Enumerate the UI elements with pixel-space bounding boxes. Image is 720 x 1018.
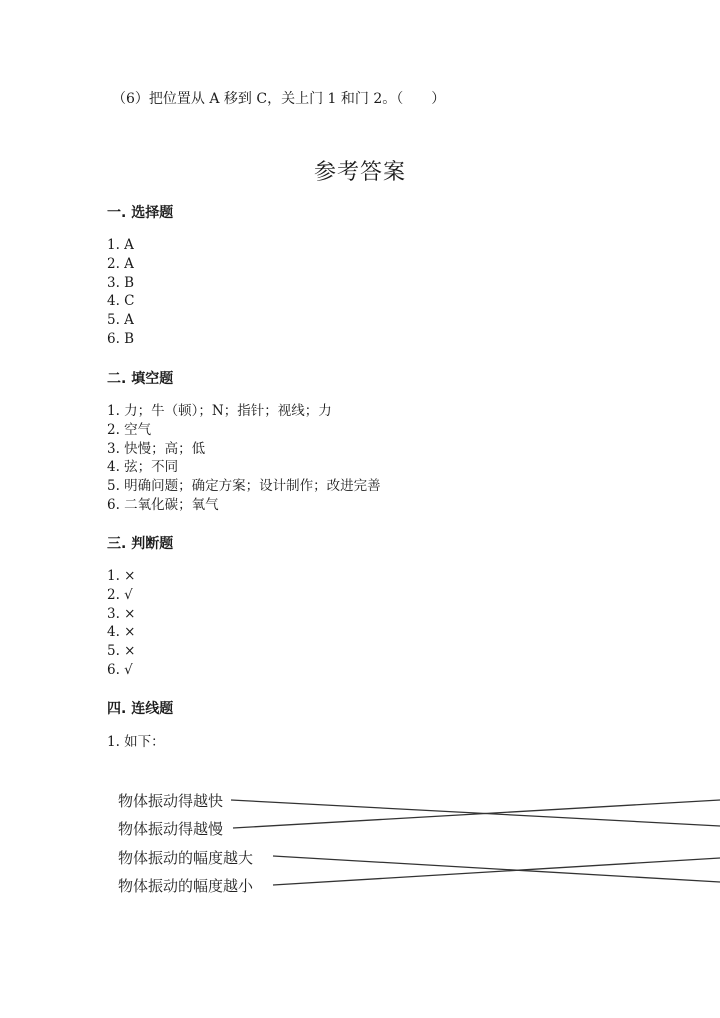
section-heading-matching: 四. 连线题 [107,701,174,717]
answer-item: 2. A [107,255,134,272]
answer-item: 3. B [107,274,135,291]
matching-diagram [0,770,720,910]
page-title: 参考答案 [313,160,406,185]
answer-item: 2. √ [107,586,133,603]
answer-item: 1. × [107,568,136,584]
answer-item: 4. × [107,624,136,641]
answer-list-fill [107,402,381,515]
answer-item: 5. 明确问题；确定方案；设计制作；改进完善 [107,478,381,495]
answer-item: 4. 弦；不同 [107,459,179,476]
answer-list-judge [107,567,135,680]
answer-item: 1. 力；牛（顿）；N；指针；视线；力 [107,403,332,419]
answer-item: 6. B [107,330,135,347]
section-heading-fill: 二. 填空题 [107,371,174,387]
section-heading-judge: 三. 判断题 [107,536,174,552]
answer-item: 2. 空气 [107,421,152,438]
match-label-slower: 物体振动得越慢 [118,820,224,838]
connection-lines [0,770,720,910]
answer-item: 6. √ [107,661,133,678]
section-heading-choice: 一. 选择题 [107,205,174,221]
answer-item: 1. 如下： [107,734,165,750]
answer-item: 5. × [107,643,136,660]
question-6: （6）把位置从 A 移到 C，关上门 1 和门 2。（ ） [112,91,446,107]
answer-list-choice [107,236,135,349]
answer-item: 5. A [107,312,134,329]
match-label-smaller-amplitude: 物体振动的幅度越小 [118,877,254,895]
answer-item: 3. × [107,605,136,622]
connection-line [273,856,720,882]
answer-list-matching [107,733,165,752]
answer-item: 1. A [107,237,134,253]
connection-line [273,858,720,885]
answer-item: 4. C [107,293,135,310]
match-label-faster: 物体振动得越快 [118,792,224,810]
answer-item: 3. 快慢；高；低 [107,440,206,457]
answer-item: 6. 二氧化碳；氧气 [107,496,219,513]
match-label-larger-amplitude: 物体振动的幅度越大 [118,849,254,867]
